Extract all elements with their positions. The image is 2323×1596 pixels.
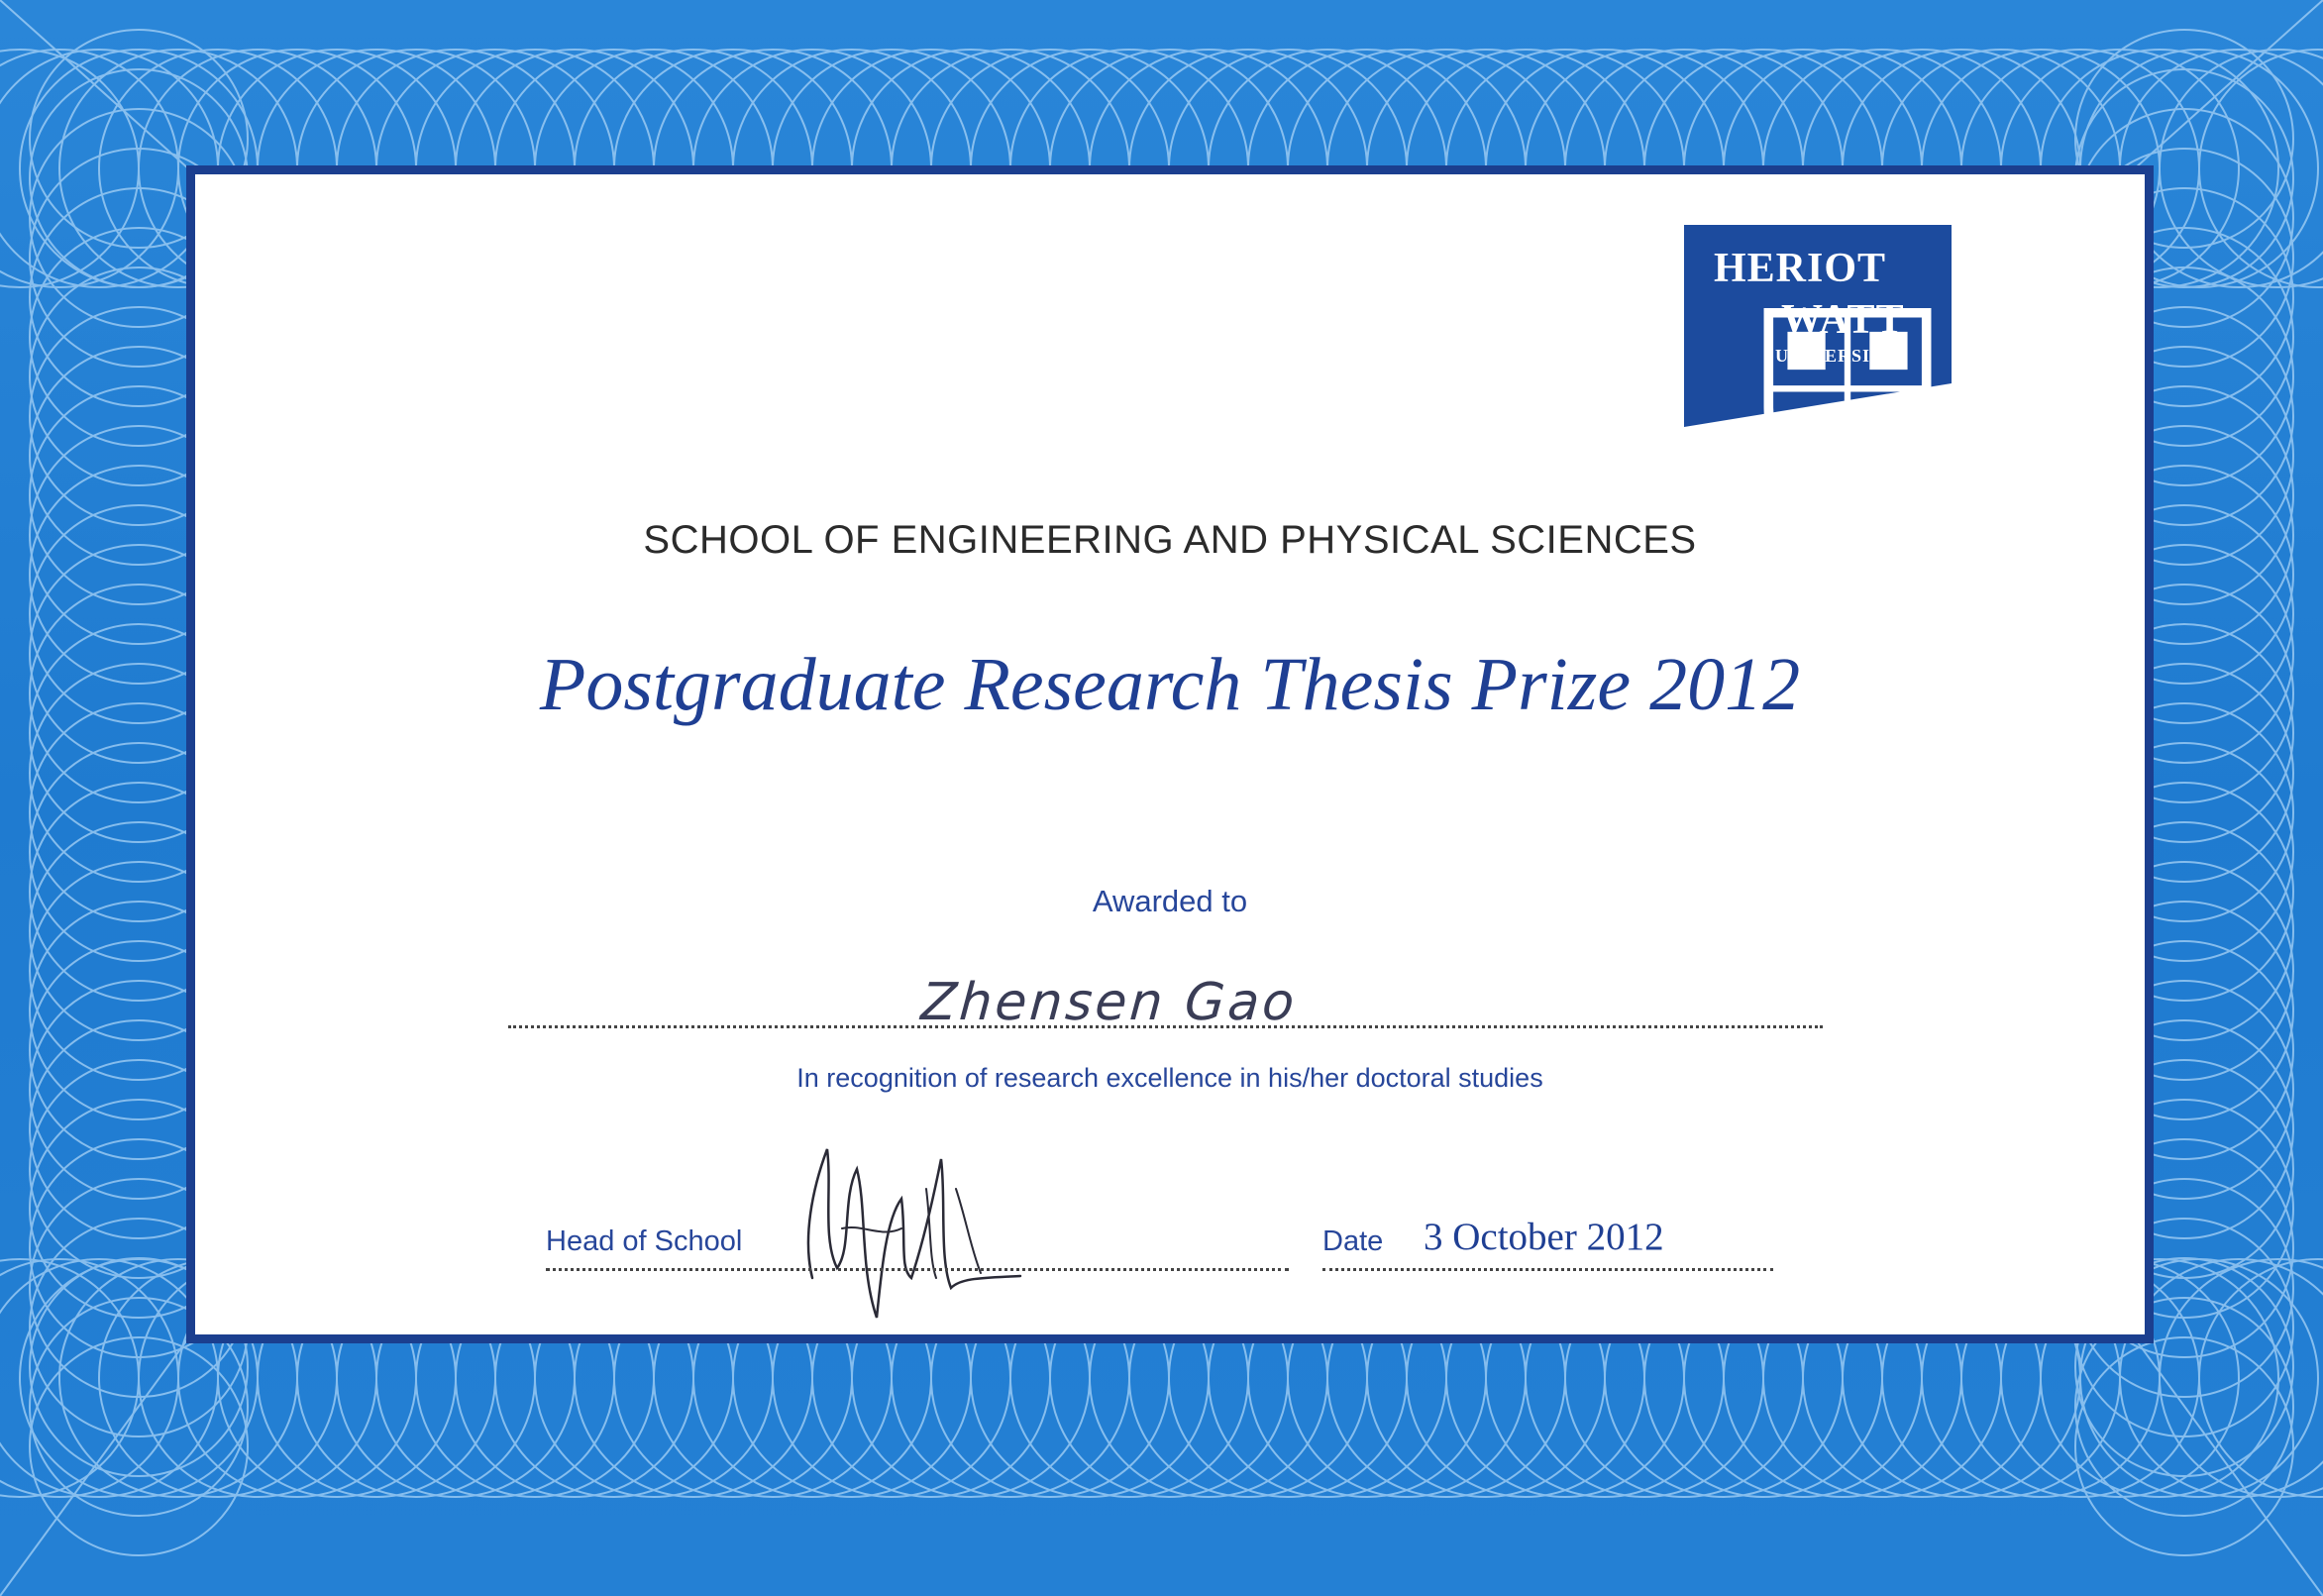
recognition-text: In recognition of research excellence in his/her doctoral studies (796, 1063, 1543, 1093)
recipient-dotted-line (508, 1025, 1823, 1028)
head-of-school-dotted-line (546, 1268, 1289, 1271)
prize-title: Postgraduate Research Thesis Prize 2012 (539, 643, 1801, 726)
date-value: 3 October 2012 (1424, 1216, 1664, 1258)
handwritten-signature (783, 1129, 1060, 1328)
logo-text-heriot: HERIOT (1714, 246, 1887, 291)
awarded-to-label: Awarded to (1092, 884, 1248, 918)
recipient-name: Zhensen Gao (918, 973, 1300, 1032)
logo-text-university: UNIVERSITY (1775, 346, 1898, 366)
logo-text-watt: WATT (1781, 297, 1905, 343)
school-name: SCHOOL OF ENGINEERING AND PHYSICAL SCIENCES (643, 518, 1697, 562)
date-label: Date (1322, 1225, 1384, 1257)
date-dotted-line (1322, 1268, 1773, 1271)
heriot-watt-logo (1684, 225, 1952, 427)
head-of-school-label: Head of School (546, 1225, 743, 1257)
